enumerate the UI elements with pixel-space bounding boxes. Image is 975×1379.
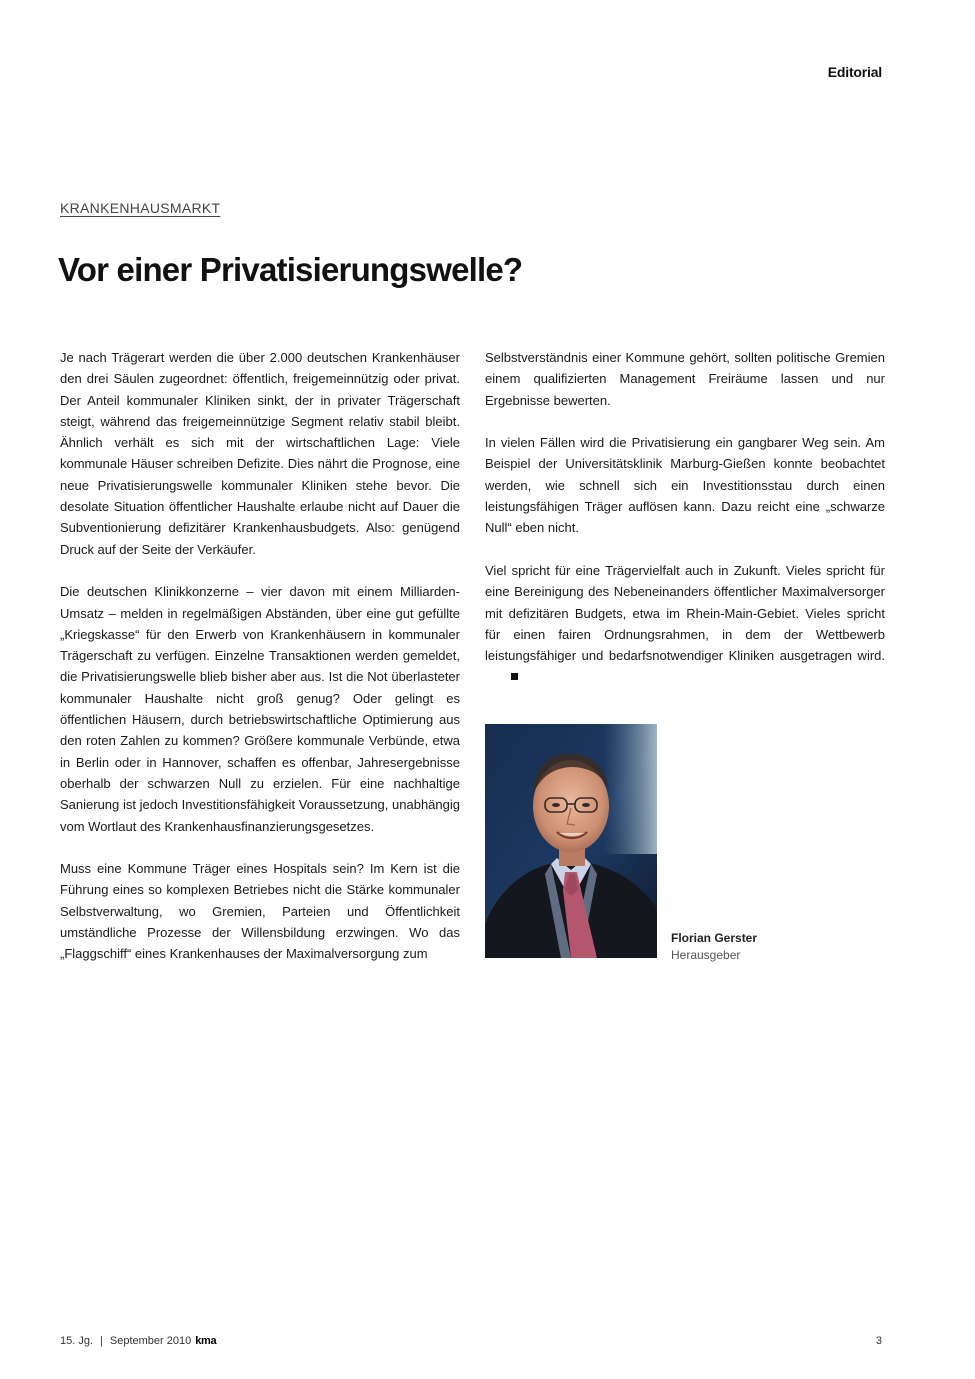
page-number: 3	[875, 1335, 882, 1347]
article-column-left	[60, 347, 460, 986]
article-paragraph: In vielen Fällen wird die Privatisierung ein gangbarer Weg sein. Am Beispiel der Universitätsklinik Marburg-Gießen konnte beobachtet werden, wie schnell sich ein Investitionsstau durch einen leistungsfähigen Träger auflösen kann. Dazu reicht eine „schwarze Null“ eben nicht.	[485, 435, 885, 536]
article-kicker: KRANKENHAUSMARKT	[60, 200, 221, 216]
footer-separator: |	[100, 1335, 103, 1347]
footer-date: September 2010	[109, 1335, 192, 1347]
author-caption	[671, 930, 757, 964]
article-paragraph: Die deutschen Klinikkonzerne – vier davon mit einem Milliarden-Umsatz – melden in regelmäßigen Abständen, über eine gut gefüllte „Kriegskasse“ für den Erwerb von Krankenhäusern in kommunaler Trägerschaft zu verfügen. Einzelne Transaktionen werden gemeldet, die Privatisierungswelle blieb bisher aber aus. Ist die Not überlasteter kommunaler Haushalte nicht groß genug? Oder gelingt es öffentlichen Häusern, durch betriebswirtschaftliche Optimierung aus den roten Zahlen zu kommen? Größere kommunale Verbünde, etwa in Berlin oder in Hannover, schaffen es offenbar, Jahresergebnisse oberhalb der schwarzen Null zu erzielen. Für eine nachhaltige Sanierung ist jedoch Investitionsfähigkeit Voraussetzung, unabhängig vom Wortlaut des Krankenhausfinanzierungsgesetzes.	[60, 584, 460, 834]
author-role: Herausgeber	[671, 948, 741, 962]
article-paragraph-last	[485, 560, 885, 688]
page-footer	[60, 1335, 216, 1347]
author-portrait-image	[485, 724, 657, 958]
article-paragraph: Selbstverständnis einer Kommune gehört, sollten politische Gremien einem qualifizierten Management Freiräume lassen und nur Ergebnisse bewerten.	[485, 350, 885, 408]
author-portrait	[485, 724, 657, 958]
article-headline: Vor einer Privatisierungswelle?	[58, 251, 523, 288]
section-label: Editorial	[827, 64, 882, 80]
article-paragraph: Muss eine Kommune Träger eines Hospitals sein? Im Kern ist die Führung eines so komplexen Betriebes nicht die Stärke kommunaler Selbstverwaltung, wo Gremien, Parteien und Öffentlichkeit umständliche Prozesse der Willensbildung erzwingen. Wo das „Flaggschiff“ eines Krankenhauses der Maximalversorgung zum	[60, 861, 460, 962]
author-name: Florian Gerster	[671, 931, 758, 945]
end-of-article-mark	[511, 673, 518, 680]
article-paragraph-text: Viel spricht für eine Trägervielfalt auch in Zukunft. Vieles spricht für eine Bereinigung des Nebeneinanders öffentlicher Maximalversorger mit defizitären Budgets, etwa im Rhein-Main-Gebiet. Vieles spricht für einen fairen Ordnungsrahmen, in dem der Wettbewerb leistungsfähiger und bedarfsnotwendiger Kliniken ausgetragen wird.	[485, 562, 885, 664]
footer-brand-logo: kma	[195, 1335, 217, 1347]
article-paragraph: Je nach Trägerart werden die über 2.000 deutschen Krankenhäuser den drei Säulen zugeordnet: öffentlich, freigemeinnützig oder privat. Der Anteil kommunaler Kliniken sinkt, der in privater Trägerschaft steigt, während das freigemeinnützige Segment relativ stabil bleibt. Ähnlich verhält es sich mit der wirtschaftlichen Lage: Viele kommunale Häuser schreiben Defizite. Dies nährt die Prognose, eine neue Privatisierungswelle kommunaler Kliniken stehe bevor. Die desolate Situation öffentlicher Haushalte erlaube nicht auf Dauer die Subventionierung defizitärer Krankenhausbudgets. Also: genügend Druck auf der Seite der Verkäufer.	[60, 350, 460, 557]
footer-volume: 15. Jg.	[60, 1335, 94, 1347]
article-column-right	[485, 347, 885, 709]
